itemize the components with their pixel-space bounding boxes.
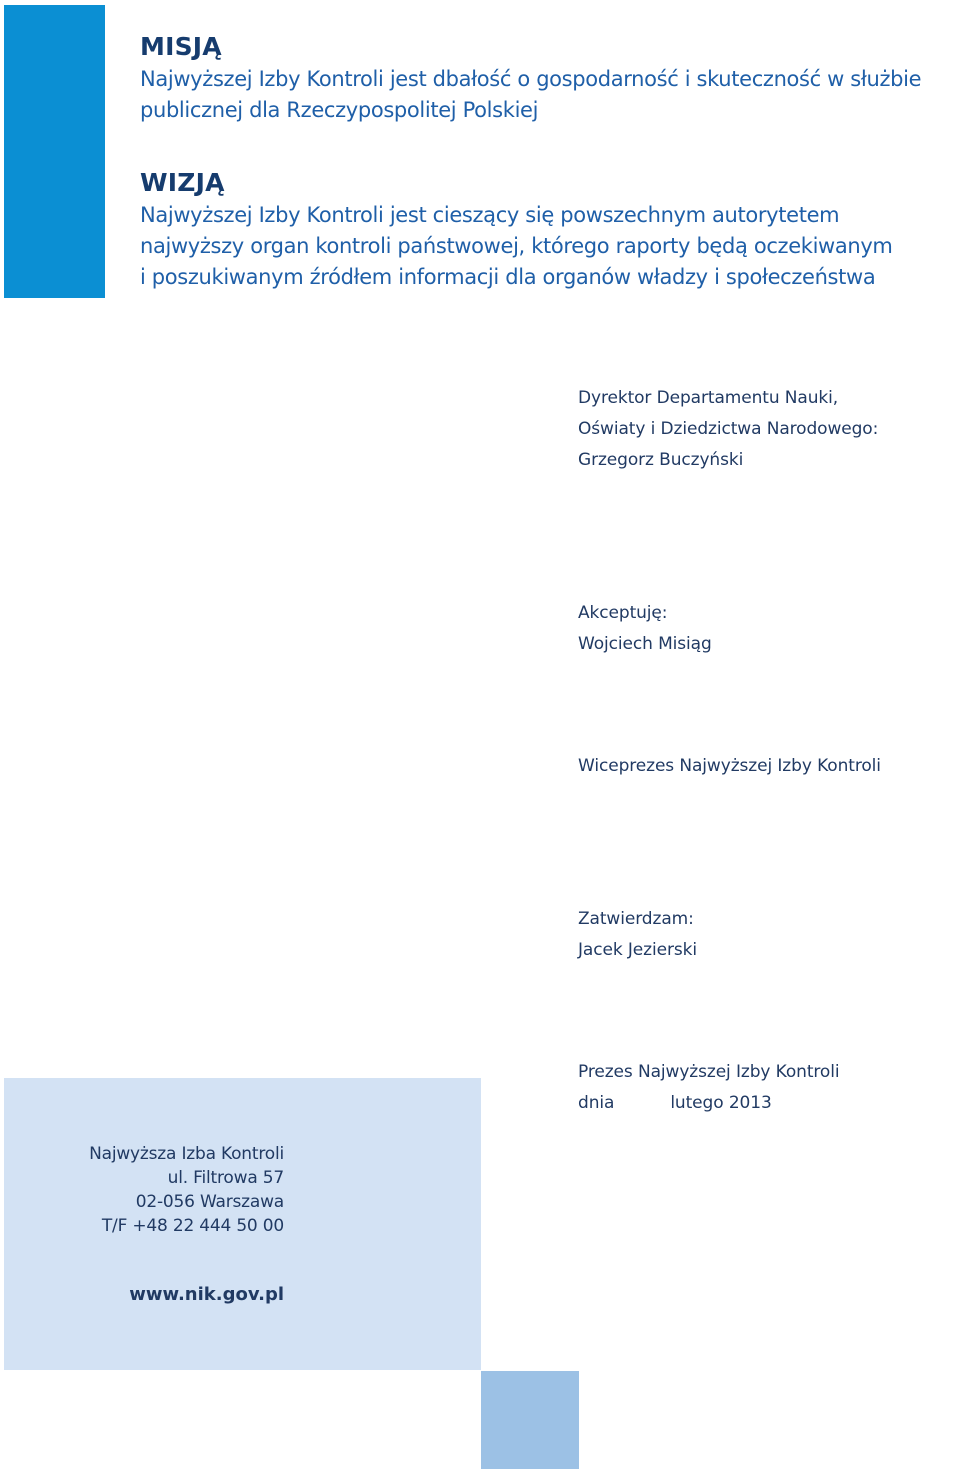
director-title-line: Dyrektor Departamentu Nauki,	[578, 388, 839, 408]
mission-line: publicznej dla Rzeczypospolitej Polskiej	[140, 98, 539, 122]
director-signature-block	[578, 383, 878, 476]
address-line: ul. Filtrowa 57	[167, 1168, 284, 1188]
accept-label: Akceptuję:	[578, 603, 668, 623]
address-line: Najwyższa Izba Kontroli	[89, 1144, 284, 1164]
accept-name: Wojciech Misiąg	[578, 634, 712, 654]
approve-name: Jacek Jezierski	[578, 940, 697, 960]
address-line: T/F +48 22 444 50 00	[101, 1216, 284, 1236]
approve-label: Zatwierdzam:	[578, 909, 694, 929]
vision-block	[140, 166, 950, 293]
mission-line: Najwyższej Izby Kontroli jest dbałość o gospodarność i skuteczność w służbie	[140, 67, 922, 91]
mid-blue-block	[481, 1371, 579, 1469]
accept-signature-block	[578, 598, 712, 660]
date-prefix: dnia	[578, 1093, 615, 1113]
address-line: 02-056 Warszawa	[135, 1192, 284, 1212]
blue-accent-block	[4, 5, 105, 298]
approve-title: Prezes Najwyższej Izby Kontroli	[578, 1062, 840, 1082]
date-suffix: lutego 2013	[670, 1093, 772, 1113]
approve-signature-block	[578, 904, 697, 966]
director-name: Grzegorz Buczyński	[578, 450, 744, 470]
accept-title: Wiceprezes Najwyższej Izby Kontroli	[578, 756, 881, 776]
mission-vision-section	[140, 30, 950, 293]
vision-line: Najwyższej Izby Kontroli jest cieszący się powszechnym autorytetem	[140, 203, 840, 227]
approve-title-block	[578, 1057, 839, 1119]
address-block	[89, 1142, 284, 1238]
vision-line: najwyższy organ kontroli państwowej, którego raporty będą oczekiwanym	[140, 234, 893, 258]
approve-date	[578, 1088, 839, 1119]
website-link[interactable]: www.nik.gov.pl	[129, 1284, 284, 1305]
director-title-line: Oświaty i Dziedzictwa Narodowego:	[578, 419, 879, 439]
vision-line: i poszukiwanym źródłem informacji dla organów władzy i społeczeństwa	[140, 265, 876, 289]
mission-heading: MISJĄ	[140, 32, 222, 61]
vision-heading: WIZJĄ	[140, 168, 225, 197]
